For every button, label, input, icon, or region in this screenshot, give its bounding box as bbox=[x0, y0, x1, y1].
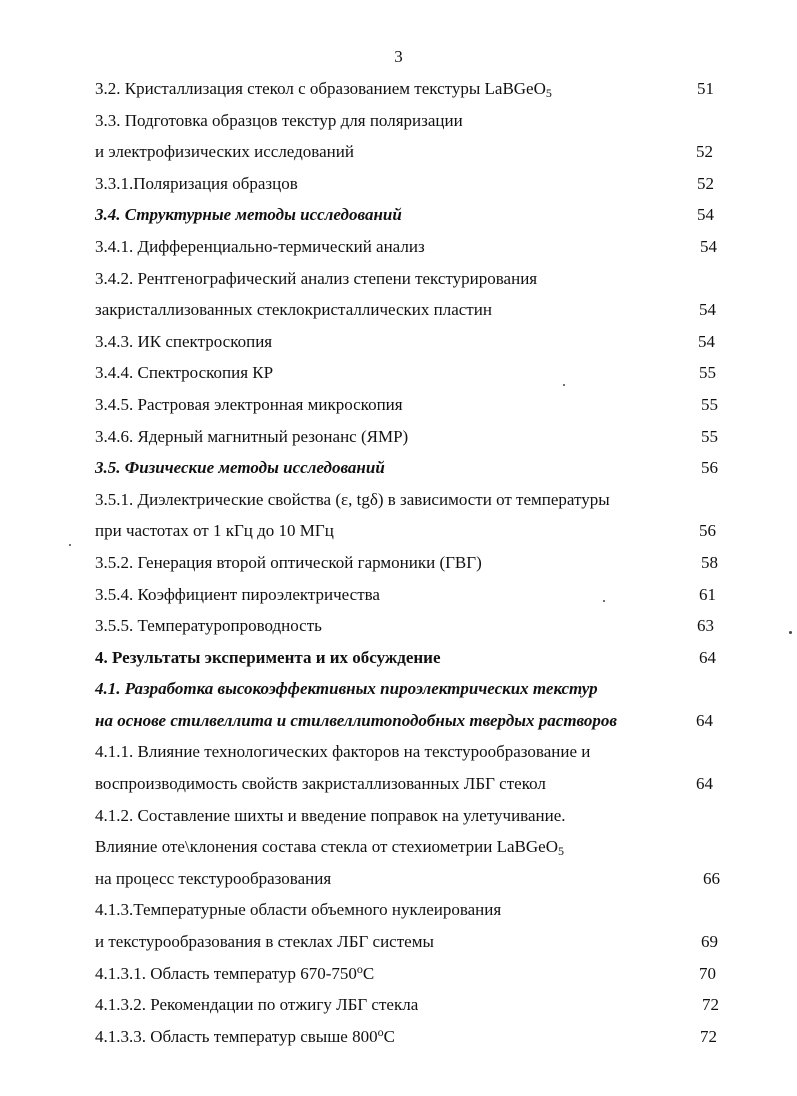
toc-entry bbox=[0, 263, 797, 295]
toc-entry-page: 56 bbox=[699, 521, 716, 541]
toc-entry-page: 51 bbox=[697, 79, 714, 98]
toc-entry-page: 54 bbox=[698, 331, 715, 351]
toc-entry bbox=[0, 926, 797, 958]
toc-entry bbox=[0, 547, 797, 579]
toc-entry-page: 64 bbox=[699, 647, 716, 667]
toc-entry-page: 63 bbox=[697, 616, 714, 636]
toc-entry-title: 4.1.3.1. Область температур 670-750$^o$С bbox=[95, 961, 375, 983]
toc-entry bbox=[0, 199, 797, 231]
toc-entry bbox=[0, 484, 797, 516]
toc-entry-page: 55 bbox=[701, 426, 718, 446]
toc-entry bbox=[0, 515, 797, 547]
toc-entry-title: и текстурообразования в стеклах ЛБГ системы bbox=[95, 932, 434, 952]
toc-entry bbox=[0, 452, 797, 484]
toc-entry-title: закристаллизованных стеклокристаллических пластин bbox=[95, 300, 492, 320]
toc-entry-page: 52 bbox=[697, 173, 714, 193]
toc-entry bbox=[0, 105, 797, 137]
toc-entry-page: 64 bbox=[696, 710, 713, 730]
degree-sign: o bbox=[356, 961, 363, 976]
scan-speck bbox=[563, 384, 565, 386]
toc-entry bbox=[0, 294, 797, 326]
toc-entry bbox=[0, 1021, 797, 1053]
toc-entry-title: 4.1.1. Влияние технологических факторов на текстурообразование и bbox=[95, 742, 591, 762]
degree-sign: o bbox=[377, 1024, 384, 1039]
toc-entry-title: 3.4.2. Рентгенографический анализ степени текстурирования bbox=[95, 268, 538, 288]
toc-entry-title: на процесс текстурообразования bbox=[95, 868, 332, 888]
toc-entry-title: 3.4.4. Спектроскопия КР bbox=[95, 363, 274, 383]
toc-entry-page: 70 bbox=[699, 963, 716, 983]
toc-entry-title: 3.5. Физические методы исследований bbox=[95, 458, 385, 478]
subscript: 5 bbox=[557, 844, 564, 859]
toc-entry-title: 3.5.2. Генерация второй оптической гармоники (ГВГ) bbox=[95, 552, 482, 572]
toc-entry-page: 54 bbox=[700, 236, 717, 256]
toc-entry-title: 3.4.3. ИК спектроскопия bbox=[95, 331, 273, 351]
toc-entry-title: 3.4.1. Дифференциально-термический анализ bbox=[95, 236, 425, 256]
toc-entry bbox=[0, 768, 797, 800]
toc-entry-title: 3.3. Подготовка образцов текстур для поляризации bbox=[95, 110, 463, 130]
toc-entry bbox=[0, 168, 797, 200]
toc-entry-title: при частотах от 1 кГц до 10 МГц bbox=[95, 521, 334, 541]
toc-entry-title: Влияние оте\клонения состава стекла от стехиометрии LaBGeO$_5$ bbox=[95, 837, 564, 859]
toc-entry-title: 3.3.1.Поляризация образцов bbox=[95, 173, 298, 193]
toc-entry bbox=[0, 673, 797, 705]
toc-entry bbox=[0, 800, 797, 832]
toc-entry-page: 61 bbox=[699, 584, 716, 604]
toc-entry bbox=[0, 642, 797, 674]
toc-entry-page: 58 bbox=[701, 552, 718, 572]
toc-entry bbox=[0, 136, 797, 168]
toc-entry bbox=[0, 989, 797, 1021]
toc-entry-page: 52 bbox=[696, 142, 713, 162]
toc-entry-title: 3.5.4. Коэффициент пироэлектричества bbox=[95, 584, 380, 604]
toc-entry bbox=[0, 73, 797, 105]
toc-entry bbox=[0, 736, 797, 768]
toc-entry-page: 54 bbox=[699, 300, 716, 320]
toc-entry bbox=[0, 579, 797, 611]
toc-entry bbox=[0, 389, 797, 421]
toc-entry-page: 56 bbox=[701, 458, 718, 478]
toc-entry-page: 55 bbox=[701, 394, 718, 414]
toc-entry-title: 3.4.6. Ядерный магнитный резонанс (ЯМР) bbox=[95, 426, 409, 446]
toc-entry bbox=[0, 831, 797, 863]
toc-entry-title: 4.1.3.Температурные области объемного нуклеирования bbox=[95, 900, 502, 920]
toc-entry bbox=[0, 326, 797, 358]
toc-entry bbox=[0, 357, 797, 389]
toc-entry bbox=[0, 705, 797, 737]
toc-entry-page: 69 bbox=[701, 932, 718, 952]
toc-entry bbox=[0, 958, 797, 990]
toc-entry-title: воспроизводимость свойств закристаллизованных ЛБГ стекол bbox=[95, 774, 546, 794]
toc-entry-page: 66 bbox=[703, 868, 720, 888]
toc-entry-title: на основе стилвеллита и стилвеллитоподобных твердых растворов bbox=[95, 710, 618, 730]
toc-entry-title: 4.1.3.2. Рекомендации по отжигу ЛБГ стекла bbox=[95, 995, 419, 1015]
toc-entry-page: 64 bbox=[696, 774, 713, 794]
toc-entry-title: и электрофизических исследований bbox=[95, 142, 354, 162]
toc-entry-page: 72 bbox=[700, 1026, 717, 1046]
toc-entry bbox=[0, 894, 797, 926]
scan-speck bbox=[69, 544, 71, 546]
toc-entry bbox=[0, 421, 797, 453]
toc-entry-page: 55 bbox=[699, 363, 716, 383]
page-number: 3 bbox=[394, 47, 403, 66]
toc-entry-title: 3.5.5. Температуропроводность bbox=[95, 616, 322, 636]
toc-entry-title: 4. Результаты эксперимента и их обсуждение bbox=[95, 647, 441, 667]
table-of-contents bbox=[0, 73, 797, 1052]
toc-entry-title: 3.2. Кристаллизация стекол с образованием текстуры LaBGeO$_5$ bbox=[95, 79, 552, 100]
toc-entry bbox=[0, 610, 797, 642]
toc-entry-title: 3.5.1. Диэлектрические свойства (ε, tgδ) в зависимости от температуры bbox=[95, 489, 610, 509]
scan-speck bbox=[789, 631, 792, 634]
toc-entry bbox=[0, 863, 797, 895]
toc-entry-page: 72 bbox=[702, 995, 719, 1015]
scan-speck bbox=[603, 600, 605, 602]
toc-entry-title: 4.1. Разработка высокоэффективных пироэлектрических текстур bbox=[95, 679, 598, 699]
toc-entry bbox=[0, 231, 797, 263]
toc-entry-title: 4.1.2. Составление шихты и введение поправок на улетучивание. bbox=[95, 805, 566, 825]
toc-entry-title: 4.1.3.3. Область температур свыше 800$^o$С bbox=[95, 1024, 395, 1046]
subscript: 5 bbox=[545, 86, 552, 100]
toc-entry-page: 54 bbox=[697, 205, 714, 225]
toc-entry-title: 3.4. Структурные методы исследований bbox=[95, 205, 402, 225]
toc-entry-title: 3.4.5. Растровая электронная микроскопия bbox=[95, 394, 403, 414]
